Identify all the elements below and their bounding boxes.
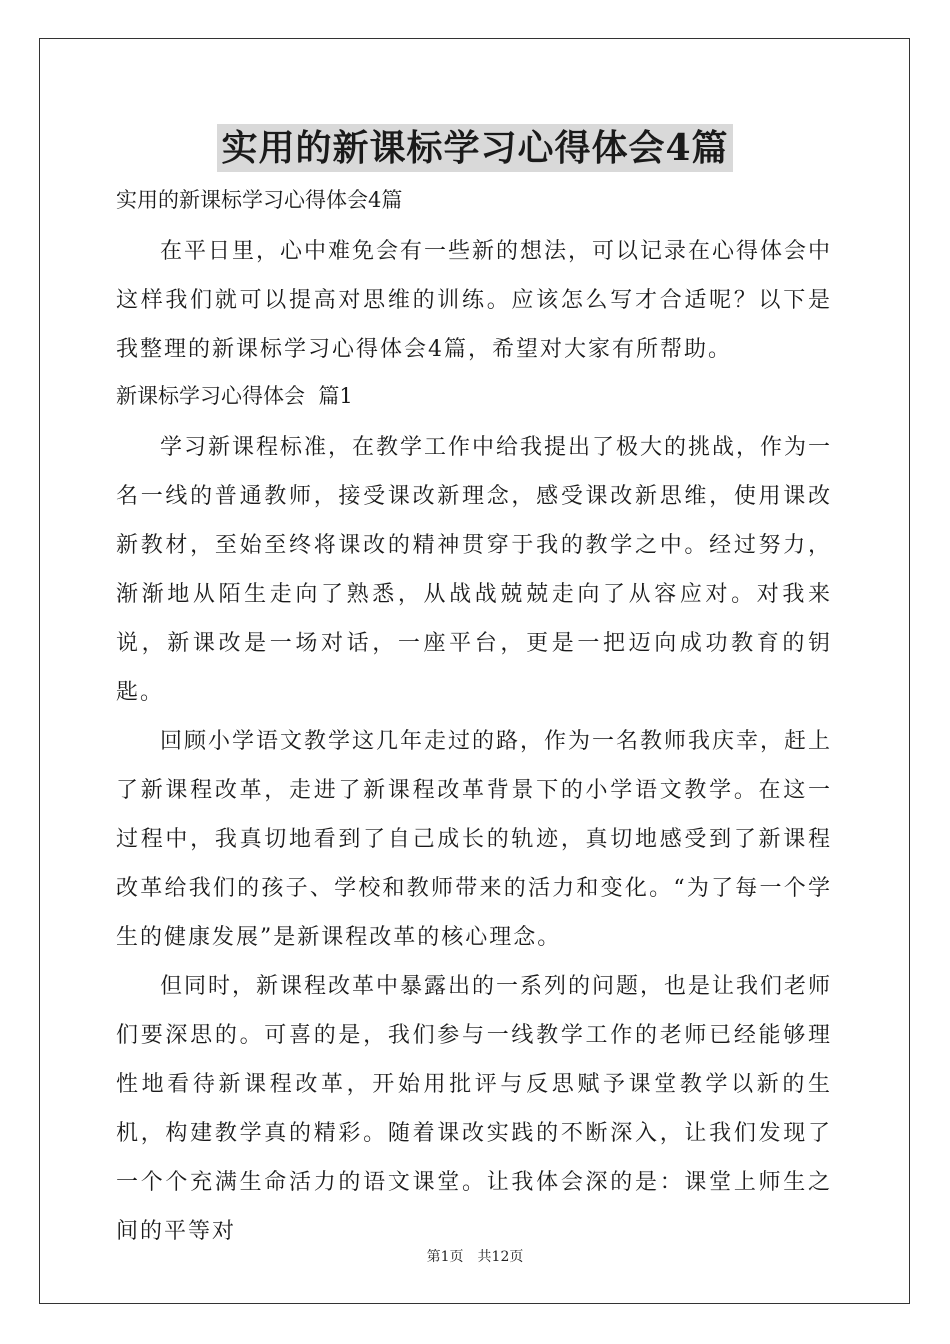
document-subtitle: 实用的新课标学习心得体会4篇: [116, 188, 403, 212]
body-paragraph: 但同时，新课程改革中暴露出的一系列的问题，也是让我们老师们要深思的。可喜的是，我们参与一线教学工作的老师已经能够理性地看待新课程改革，开始用批评与反思赋予课堂教学以新的生机，构建教学真的精彩。随着课改实践的不断深入，让我们发现了一个个充满生命活力的语文课堂。让我体会深的是：课堂上师生之间的平等对: [116, 974, 833, 1244]
section-heading: 新课标学习心得体会 篇1: [116, 384, 353, 408]
document-body: [116, 178, 832, 1256]
body-paragraph: 学习新课程标准，在教学工作中给我提出了极大的挑战，作为一名一线的普通教师，接受课改新理念，感受课改新思维，使用课改新教材，至始至终将课改的精神贯穿于我的教学之中。经过努力，渐渐地从陌生走向了熟悉，从战战兢兢走向了从容应对。对我来说，新课改是一场对话，一座平台，更是一把迈向成功教育的钥匙。: [116, 435, 833, 705]
page-total: 共12页: [477, 1249, 524, 1265]
body-paragraph: 回顾小学语文教学这几年走过的路，作为一名教师我庆幸，赶上了新课程改革，走进了新课程改革背景下的小学语文教学。在这一过程中，我真切地看到了自己成长的轨迹，真切地感受到了新课程改革给我们的孩子、学校和教师带来的活力和变化。“为了每一个学生的健康发展”是新课程改革的核心理念。: [116, 729, 833, 950]
intro-paragraph: 在平日里，心中难免会有一些新的想法，可以记录在心得体会中这样我们就可以提高对思维的训练。应该怎么写才合适呢？以下是我整理的新课标学习心得体会4篇，希望对大家有所帮助。: [116, 239, 833, 362]
page-footer: [0, 1246, 950, 1266]
page-number: 第1页: [426, 1249, 464, 1265]
document-title: 实用的新课标学习心得体会4篇: [217, 124, 732, 172]
title-container: [0, 124, 950, 172]
